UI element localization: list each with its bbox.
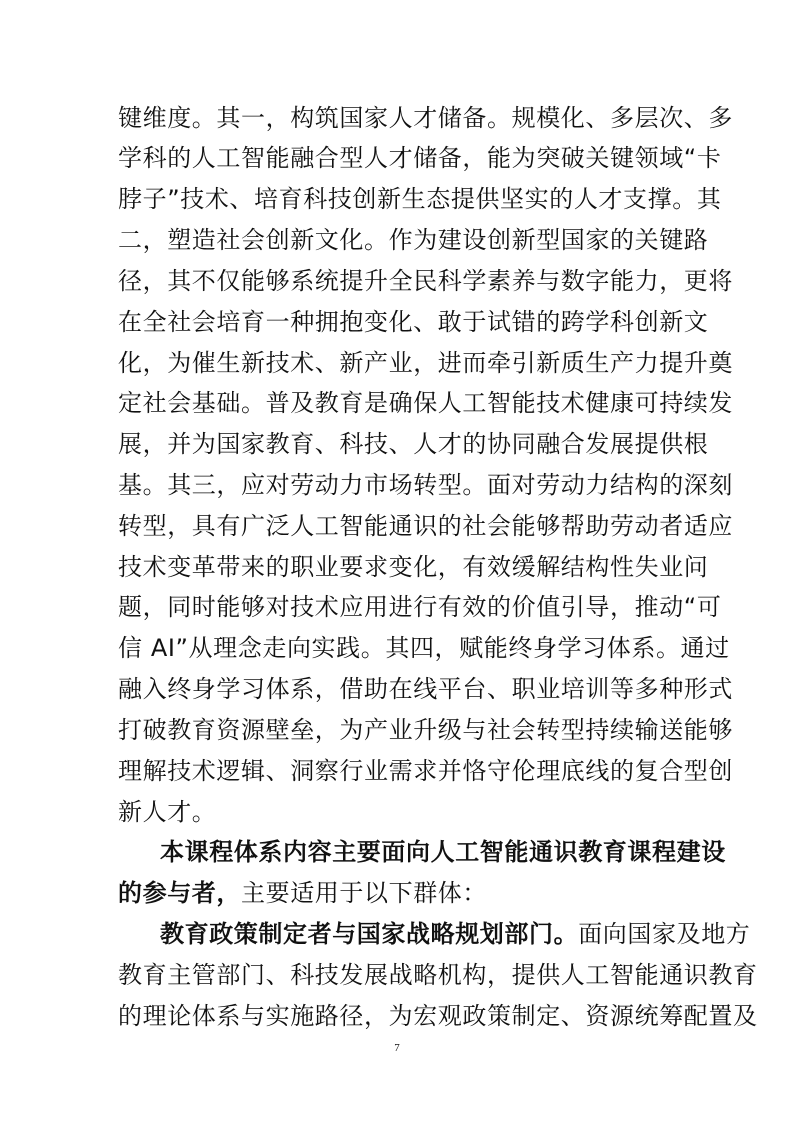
- body-line: 打破教育资源壁垒，为产业升级与社会转型持续输送能够: [118, 716, 733, 744]
- body-line: 信 AI”从理念走向实践。其四，赋能终身学习体系。通过: [118, 634, 730, 662]
- audience-heading-line: 本课程体系内容主要面向人工智能通识教育课程建设: [160, 838, 726, 866]
- body-line: 新人才。: [118, 798, 217, 826]
- body-line: 理解技术逻辑、洞察行业需求并恪守伦理底线的复合型创: [118, 757, 733, 785]
- body-line: 二，塑造社会创新文化。作为建设创新型国家的关键路: [118, 226, 709, 254]
- body-line: 径，其不仅能够系统提升全民科学素养与数字能力，更将: [118, 267, 733, 295]
- body-line: 在全社会培育一种拥抱变化、敢于试错的跨学科创新文: [118, 308, 709, 336]
- body-line: 学科的人工智能融合型人才储备，能为突破关键领域“卡: [118, 144, 722, 172]
- group-body-line: 教育主管部门、科技发展战略机构，提供人工智能通识教育: [118, 961, 758, 989]
- body-line: 融入终身学习体系，借助在线平台、职业培训等多种形式: [118, 675, 733, 703]
- group-body-line: 的理论体系与实施路径，为宏观政策制定、资源统筹配置及: [118, 1002, 758, 1030]
- audience-heading-rest: 主要适用于以下群体：: [241, 879, 487, 907]
- audience-heading-bold: 的参与者，: [118, 879, 241, 907]
- group-title-rest: 面向国家及地方: [578, 920, 751, 948]
- group-title: 教育政策制定者与国家战略规划部门。: [160, 919, 579, 948]
- body-line: 基。其三，应对劳动力市场转型。面对劳动力结构的深刻: [118, 471, 733, 499]
- audience-heading-line: [118, 872, 487, 914]
- page-number: 7: [394, 1042, 400, 1054]
- body-line: 展，并为国家教育、科技、人才的协同融合发展提供根: [118, 430, 709, 458]
- body-line: 技术变革带来的职业要求变化，有效缓解结构性失业问: [118, 553, 709, 581]
- group-title-line: [160, 913, 750, 955]
- body-line: 脖子”技术、培育科技创新生态提供坚实的人才支撑。其: [118, 185, 722, 213]
- body-line: 题，同时能够对技术应用进行有效的价值引导，推动“可: [118, 593, 722, 621]
- body-line: 转型，具有广泛人工智能通识的社会能够帮助劳动者适应: [118, 512, 733, 540]
- body-line: 定社会基础。普及教育是确保人工智能技术健康可持续发: [118, 389, 733, 417]
- body-line: 键维度。其一，构筑国家人才储备。规模化、多层次、多: [118, 104, 733, 132]
- body-line: 化，为催生新技术、新产业，进而牵引新质生产力提升奠: [118, 349, 733, 377]
